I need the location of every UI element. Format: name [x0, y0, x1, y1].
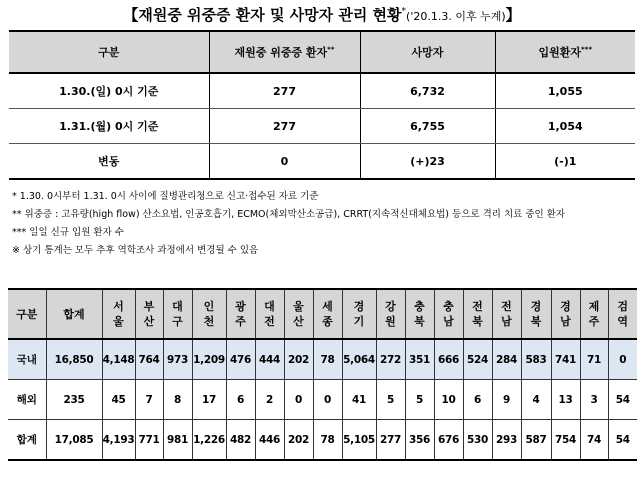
summary-cell: 1.31.(월) 0시 기준: [9, 109, 209, 144]
summary-row: [9, 144, 635, 180]
regional-cell: 9: [492, 380, 521, 420]
regional-cell: 284: [492, 339, 521, 380]
summary-header-category: 구분: [9, 31, 209, 73]
title-open-bracket: 【: [123, 6, 139, 24]
regional-cell: 482: [226, 420, 255, 461]
summary-header-row: [9, 31, 635, 73]
summary-header-deaths: 사망자: [360, 31, 495, 73]
regional-header-cell: 강 원: [376, 289, 405, 339]
regional-header-cell: 제 주: [580, 289, 608, 339]
regional-header-cell: 대 구: [163, 289, 192, 339]
footnote: ※ 상기 통계는 모두 추후 역학조사 과정에서 변경될 수 있음: [12, 245, 259, 256]
regional-cell: 6: [226, 380, 255, 420]
regional-cell: 5: [376, 380, 405, 420]
regional-table: [8, 288, 637, 461]
summary-cell: 0: [209, 144, 360, 180]
regional-header-cell: 전 북: [463, 289, 492, 339]
regional-cell: 54: [608, 420, 637, 461]
regional-header-cell: 경 남: [551, 289, 580, 339]
footnotes: [12, 188, 565, 260]
regional-cell: 8: [163, 380, 192, 420]
summary-cell: 1.30.(일) 0시 기준: [9, 73, 209, 109]
regional-cell: 973: [163, 339, 192, 380]
summary-cell: 277: [209, 109, 360, 144]
regional-cell: 국내: [8, 339, 46, 380]
regional-cell: 71: [580, 339, 608, 380]
summary-header-critical: 재원중 위중증 환자**: [209, 31, 360, 73]
summary-table: [9, 30, 635, 180]
regional-cell: 4: [521, 380, 551, 420]
regional-cell: 5: [405, 380, 434, 420]
regional-cell: 4,193: [102, 420, 135, 461]
summary-header-admitted: 입원환자***: [495, 31, 635, 73]
regional-header-cell: 경 북: [521, 289, 551, 339]
regional-cell: 41: [342, 380, 376, 420]
summary-cell: 6,732: [360, 73, 495, 109]
summary-cell: 277: [209, 73, 360, 109]
regional-cell: 54: [608, 380, 637, 420]
regional-cell: 476: [226, 339, 255, 380]
regional-header-cell: 부 산: [135, 289, 163, 339]
regional-header-cell: 인 천: [192, 289, 226, 339]
title-marker: *: [401, 6, 407, 17]
regional-cell: 272: [376, 339, 405, 380]
regional-header-cell: 합계: [46, 289, 102, 339]
page-title: [0, 4, 644, 25]
regional-cell: 524: [463, 339, 492, 380]
regional-cell: 합계: [8, 420, 46, 461]
regional-cell: 7: [135, 380, 163, 420]
regional-cell: 583: [521, 339, 551, 380]
regional-header-cell: 전 남: [492, 289, 521, 339]
regional-cell: 666: [434, 339, 463, 380]
regional-cell: 741: [551, 339, 580, 380]
regional-row-overseas: [8, 380, 637, 420]
regional-cell: 351: [405, 339, 434, 380]
regional-cell: 5,064: [342, 339, 376, 380]
regional-cell: 530: [463, 420, 492, 461]
regional-header-cell: 구분: [8, 289, 46, 339]
regional-cell: 202: [284, 420, 313, 461]
summary-cell: 1,055: [495, 73, 635, 109]
regional-cell: 356: [405, 420, 434, 461]
regional-cell: 446: [255, 420, 284, 461]
regional-header-cell: 대 전: [255, 289, 284, 339]
regional-cell: 78: [313, 339, 342, 380]
regional-cell: 293: [492, 420, 521, 461]
regional-cell: 0: [284, 380, 313, 420]
regional-cell: 444: [255, 339, 284, 380]
regional-cell: 4,148: [102, 339, 135, 380]
regional-header-cell: 충 남: [434, 289, 463, 339]
regional-cell: 3: [580, 380, 608, 420]
summary-row: [9, 109, 635, 144]
regional-cell: 771: [135, 420, 163, 461]
regional-row-domestic: [8, 339, 637, 380]
regional-row-total: [8, 420, 637, 461]
regional-cell: 754: [551, 420, 580, 461]
summary-cell: 1,054: [495, 109, 635, 144]
regional-header-cell: 충 북: [405, 289, 434, 339]
regional-cell: 17,085: [46, 420, 102, 461]
summary-cell: 6,755: [360, 109, 495, 144]
regional-cell: 981: [163, 420, 192, 461]
regional-cell: 16,850: [46, 339, 102, 380]
regional-cell: 1,226: [192, 420, 226, 461]
regional-cell: 17: [192, 380, 226, 420]
regional-header-cell: 검 역: [608, 289, 637, 339]
regional-cell: 0: [608, 339, 637, 380]
regional-cell: 676: [434, 420, 463, 461]
regional-cell: 587: [521, 420, 551, 461]
regional-cell: 235: [46, 380, 102, 420]
regional-header-cell: 세 종: [313, 289, 342, 339]
footnote: *** 일일 신규 입원 환자 수: [12, 227, 124, 238]
regional-cell: 5,105: [342, 420, 376, 461]
footnote: * 1.30. 0시부터 1.31. 0시 사이에 질병관리청으로 신고·접수된 자료 기준: [12, 191, 319, 202]
regional-cell: 45: [102, 380, 135, 420]
regional-cell: 13: [551, 380, 580, 420]
regional-cell: 764: [135, 339, 163, 380]
regional-cell: 0: [313, 380, 342, 420]
title-main: 재원중 위중증 환자 및 사망자 관리 현황: [138, 6, 402, 24]
regional-cell: 10: [434, 380, 463, 420]
regional-cell: 2: [255, 380, 284, 420]
regional-cell: 1,209: [192, 339, 226, 380]
summary-cell: 변동: [9, 144, 209, 180]
footnote: ** 위중증 : 고유량(high flow) 산소요법, 인공호흡기, ECMO(체외막산소공급), CRRT(지속적신대체요법) 등으로 격리 치료 중인 환자: [12, 209, 566, 220]
regional-cell: 74: [580, 420, 608, 461]
title-close-bracket: 】: [505, 6, 521, 24]
regional-header-row: [8, 289, 637, 339]
regional-header-cell: 광 주: [226, 289, 255, 339]
regional-cell: 202: [284, 339, 313, 380]
regional-cell: 해외: [8, 380, 46, 420]
regional-header-cell: 울 산: [284, 289, 313, 339]
summary-cell: (+)23: [360, 144, 495, 180]
title-note: ('20.1.3. 이후 누계): [406, 10, 506, 23]
regional-cell: 6: [463, 380, 492, 420]
summary-row: [9, 73, 635, 109]
regional-header-cell: 경 기: [342, 289, 376, 339]
regional-cell: 78: [313, 420, 342, 461]
regional-cell: 277: [376, 420, 405, 461]
summary-cell: (-)1: [495, 144, 635, 180]
regional-header-cell: 서 울: [102, 289, 135, 339]
